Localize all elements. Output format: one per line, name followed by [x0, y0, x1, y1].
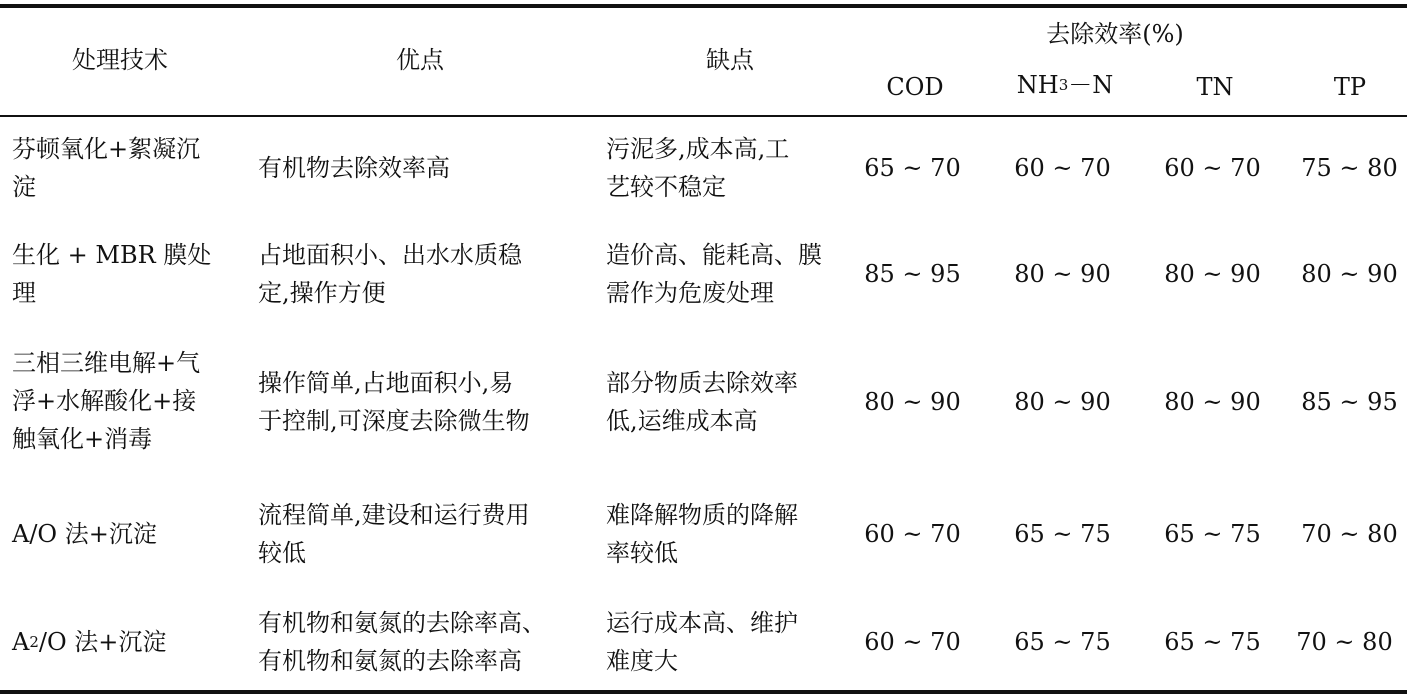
header-cod: COD [886, 73, 944, 101]
header-tn: TN [1196, 73, 1234, 101]
row-5-disadvantages-text: 运行成本高、维护 难度大 [606, 609, 798, 675]
row-2-advantages-text: 占地面积小、出水水质稳 定,操作方便 [258, 241, 522, 307]
row-3-tp: 85 ~ 95 [1301, 388, 1398, 416]
row-2-disadvantages-text: 造价高、能耗高、膜 需作为危废处理 [606, 241, 822, 307]
header-advantages: 优点 [396, 46, 444, 74]
row-1-disadvantages-text: 污泥多,成本高,工 艺较不稳定 [606, 135, 790, 201]
row-1-technique [12, 130, 252, 206]
row-5-tn: 65 ~ 75 [1164, 628, 1261, 656]
row-3-advantages-text: 操作简单,占地面积小,易 于控制,可深度去除微生物 [258, 369, 530, 435]
header-nh3n-sub: 3 [1058, 76, 1069, 94]
row-5-technique [12, 604, 252, 680]
row-3-disadvantages-text: 部分物质去除效率 低,运维成本高 [606, 369, 798, 435]
row-5-disadvantages [606, 604, 846, 680]
header-rule [0, 115, 1407, 117]
row-3-advantages [258, 364, 598, 440]
row-4-tp: 70 ~ 80 [1301, 520, 1398, 548]
header-technique: 处理技术 [72, 46, 168, 74]
row-4-advantages-text: 流程简单,建设和运行费用 较低 [258, 501, 530, 567]
bottom-rule [0, 690, 1407, 694]
row-3-cod: 80 ~ 90 [864, 388, 961, 416]
row-1-tn: 60 ~ 70 [1164, 154, 1261, 182]
row-1-cod: 65 ~ 70 [864, 154, 961, 182]
row-3-technique-text: 三相三维电解+气 浮+水解酸化+接 触氧化+消毒 [12, 349, 201, 453]
row-3-disadvantages [606, 364, 846, 440]
row-2-technique-text: 生化 + MBR 膜处 理 [12, 241, 212, 307]
row-5-advantages [258, 604, 598, 680]
row-5-nh3n: 65 ~ 75 [1014, 628, 1111, 656]
row-1-advantages: 有机物去除效率高 [258, 154, 450, 182]
row-4-nh3n: 65 ~ 75 [1014, 520, 1111, 548]
row-5-technique-sup: 2 [29, 633, 39, 651]
row-5-cod: 60 ~ 70 [864, 628, 961, 656]
row-1-technique-text: 芬顿氧化+絮凝沉 淀 [12, 135, 201, 201]
row-3-tn: 80 ~ 90 [1164, 388, 1261, 416]
header-nh3n-prefix: NH [1016, 71, 1059, 99]
row-5-advantages-text: 有机物和氨氮的去除率高、 有机物和氨氮的去除率高 [258, 609, 546, 675]
row-3-nh3n: 80 ~ 90 [1014, 388, 1111, 416]
header-efficiency-group: 去除效率(%) [1046, 20, 1184, 48]
row-4-technique: A/O 法+沉淀 [12, 520, 157, 548]
row-2-technique [12, 236, 252, 312]
row-5-technique-suffix: /O 法+沉淀 [38, 628, 167, 656]
row-2-disadvantages [606, 236, 846, 312]
row-5-tp: 70 ~ 80 [1296, 628, 1393, 656]
header-nh3n-suffix: －N [1068, 71, 1114, 99]
header-nh3n [995, 66, 1135, 104]
top-rule [0, 4, 1407, 8]
row-4-cod: 60 ~ 70 [864, 520, 961, 548]
row-2-tn: 80 ~ 90 [1164, 260, 1261, 288]
row-5-technique-prefix: A [12, 628, 30, 656]
row-4-disadvantages-text: 难降解物质的降解 率较低 [606, 501, 798, 567]
row-3-technique [12, 344, 252, 458]
row-2-cod: 85 ~ 95 [864, 260, 961, 288]
row-2-advantages [258, 236, 598, 312]
row-1-tp: 75 ~ 80 [1301, 154, 1398, 182]
row-4-tn: 65 ~ 75 [1164, 520, 1261, 548]
row-4-disadvantages [606, 496, 846, 572]
row-2-nh3n: 80 ~ 90 [1014, 260, 1111, 288]
header-tp: TP [1333, 73, 1367, 101]
row-2-tp: 80 ~ 90 [1301, 260, 1398, 288]
header-disadvantages: 缺点 [706, 46, 754, 74]
row-1-disadvantages [606, 130, 846, 206]
row-1-nh3n: 60 ~ 70 [1014, 154, 1111, 182]
row-4-advantages [258, 496, 598, 572]
